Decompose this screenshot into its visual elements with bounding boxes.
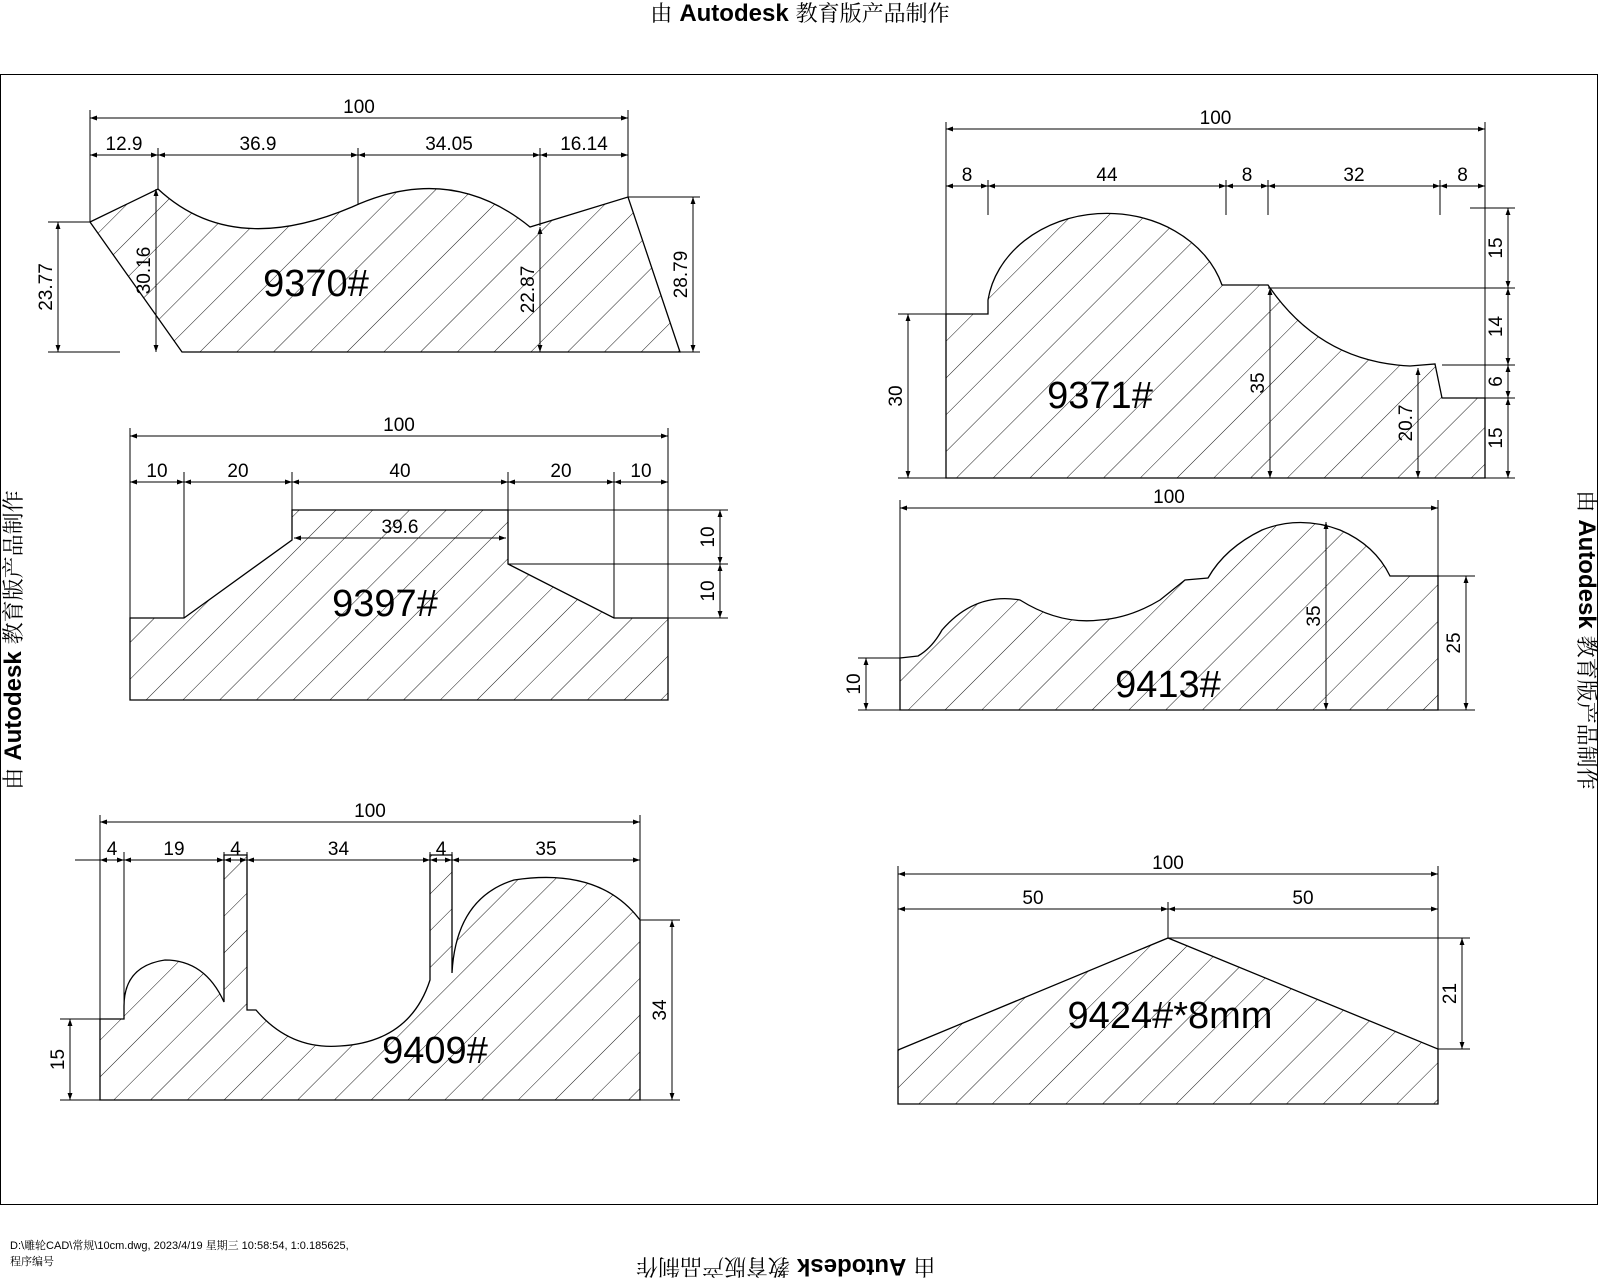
profile-label-9397: 9397# — [332, 583, 438, 625]
profile-9409 — [100, 855, 640, 1100]
dimension-value: 19 — [163, 839, 185, 860]
dimension-value: 10 — [698, 526, 719, 548]
dimension-value: 10 — [698, 580, 719, 602]
watermark-left: 由 Autodesk 教育版产品制作 — [0, 490, 27, 790]
dimension-value: 8 — [1241, 165, 1253, 186]
dimension-value: 8 — [961, 165, 973, 186]
dimension-value: 100 — [1199, 108, 1232, 129]
dimension-value: 28.79 — [671, 250, 692, 299]
file-info-footer — [10, 1238, 349, 1270]
dimension-value: 15 — [1486, 237, 1507, 259]
watermark-right: 由 Autodesk 教育版产品制作 — [1573, 490, 1600, 790]
dimension-value: 12.9 — [105, 134, 143, 155]
dimension-value: 100 — [1152, 853, 1184, 874]
dimension-value: 100 — [1153, 487, 1185, 508]
dimension-value: 4 — [230, 839, 241, 860]
dimension-value: 100 — [354, 801, 386, 822]
file-path-text: D:\雕轮CAD\常规\10cm.dwg, 2023/4/19 星期三 10:58:54, 1:0.185625, — [10, 1240, 349, 1252]
dimension-value: 50 — [1022, 888, 1044, 909]
profile-9370 — [90, 189, 680, 352]
profile-label-9370: 9370# — [263, 263, 369, 305]
watermark-bottom: 由 Autodesk 教育版产品制作 — [636, 1253, 936, 1280]
dimension-value: 21 — [1440, 982, 1461, 1005]
dimension-value: 35 — [535, 839, 557, 860]
profile-label-9409: 9409# — [382, 1030, 488, 1072]
dimension-value: 32 — [1343, 165, 1365, 186]
dimension-value: 20.7 — [1396, 404, 1417, 442]
dimension-value: 44 — [1096, 165, 1118, 186]
dimension-value: 25 — [1444, 632, 1465, 654]
dimension-value: 4 — [435, 839, 447, 860]
dimension-value: 22.87 — [518, 265, 539, 314]
profile-label-9413: 9413# — [1115, 664, 1221, 706]
dimension-value: 20 — [227, 461, 249, 482]
dimension-value: 40 — [389, 461, 411, 482]
dimension-value: 34 — [327, 839, 350, 860]
dimension-value: 34.05 — [425, 134, 473, 155]
profile-label-9371: 9371# — [1047, 375, 1153, 417]
dimension-value: 8 — [1457, 165, 1468, 186]
dimension-value: 6 — [1486, 376, 1507, 387]
dimension-value: 35 — [1304, 605, 1325, 627]
dimension-value: 36.9 — [239, 134, 277, 155]
dimension-value: 15 — [1486, 427, 1507, 449]
dimension-value: 39.6 — [381, 517, 419, 538]
dimension-value: 15 — [48, 1048, 69, 1071]
dimension-value: 10 — [630, 461, 652, 482]
dimension-value: 16.14 — [560, 134, 608, 155]
dimension-value: 50 — [1292, 888, 1314, 909]
dimension-value: 34 — [650, 999, 671, 1021]
dimension-value: 30 — [886, 385, 907, 407]
dimension-value: 100 — [383, 415, 415, 436]
dimension-value: 30.16 — [134, 246, 155, 295]
dimension-value: 14 — [1486, 315, 1507, 338]
dimension-value: 4 — [106, 839, 118, 860]
dimension-value: 35 — [1248, 372, 1269, 394]
profile-label-9424: 9424#*8mm — [1067, 995, 1273, 1037]
dimension-value: 10 — [146, 461, 168, 482]
dimension-value: 10 — [844, 673, 865, 695]
dimension-value: 100 — [343, 97, 375, 118]
dimension-value: 23.77 — [36, 263, 57, 311]
program-number-text: 程序编号 — [10, 1256, 54, 1268]
watermark-top: 由 Autodesk 教育版产品制作 — [650, 0, 950, 27]
dimension-value: 20 — [550, 461, 572, 482]
